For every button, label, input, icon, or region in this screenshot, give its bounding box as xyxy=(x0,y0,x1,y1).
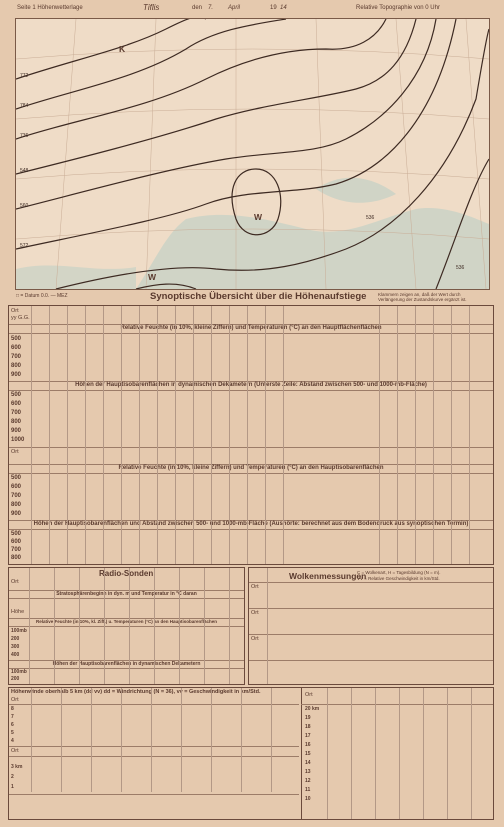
hw-ort-right: Ort xyxy=(305,692,313,698)
hw-10: 10 xyxy=(305,796,311,802)
level-800: 800 xyxy=(11,363,22,369)
level-600b: 600 xyxy=(11,401,22,407)
map-label-k: K xyxy=(119,44,126,54)
wolken-ort-3: Ort xyxy=(251,636,259,642)
level-500d: 500 xyxy=(11,531,22,537)
radio-200-h: 200 xyxy=(11,676,20,682)
level-500c: 500 xyxy=(11,475,22,481)
time-label: yy G.G. xyxy=(11,315,30,321)
radio-feuchte: Relative Feuchte (in 10%, kl. Ziff.) u. Temperaturen (°C) an den Hauptisobarenflächen xyxy=(36,619,217,624)
level-600c: 600 xyxy=(11,484,22,490)
level-1000b: 1000 xyxy=(11,437,25,443)
header-month: April xyxy=(228,5,241,11)
hw-19: 19 xyxy=(305,715,311,721)
level-800c: 800 xyxy=(11,502,22,508)
header-year-hw: 14 xyxy=(280,5,287,11)
radio-hoehen: Höhen der Hauptisobarenflächen in dynamischen Dekametern xyxy=(52,661,201,667)
map-label-w: W xyxy=(254,212,263,222)
header-day: 7. xyxy=(208,5,214,11)
level-600d: 600 xyxy=(11,539,22,545)
hw-l-2: 2 xyxy=(11,774,14,780)
hw-15: 15 xyxy=(305,751,311,757)
hw-l-8: 8 xyxy=(11,706,14,712)
hoehenwinde-table xyxy=(8,687,494,820)
level-600: 600 xyxy=(11,345,22,351)
radio-100mb: 100mb xyxy=(11,628,27,634)
level-700b: 700 xyxy=(11,410,22,416)
level-500: 500 xyxy=(11,336,22,342)
hw-16: 16 xyxy=(305,742,311,748)
synoptic-table xyxy=(8,305,494,565)
wolken-ort-2: Ort xyxy=(251,610,259,616)
wolken-legend2: VV = Relative Geschwindigkeit in km/Std. xyxy=(357,576,440,581)
level-900b: 900 xyxy=(11,428,22,434)
radio-ort: Ort xyxy=(11,579,19,585)
section-1-title: Relative Feuchte (in 10%, kleine Ziffern) und Temperaturen (°C) an den Hauptflächenflächen xyxy=(120,325,382,331)
synoptic-title: Synoptische Übersicht über die Höhenaufstiege xyxy=(150,291,367,302)
hw-20km: 20 km xyxy=(305,706,320,712)
radio-sonden-table xyxy=(8,567,245,685)
svg-text:784: 784 xyxy=(20,103,29,109)
wolken-title: Wolkenmessungen xyxy=(289,571,367,581)
hw-l-5: 5 xyxy=(11,730,14,736)
synoptic-note: Klammern zeigen an, daß der Wert durch Verlängerung der Zustandskurve ergänzt ist. xyxy=(378,292,467,302)
header-year-label: 19 xyxy=(270,5,277,11)
wolken-ort: Ort xyxy=(251,584,259,590)
radio-title: Radio-Sonden xyxy=(99,569,154,578)
hw-l-7: 7 xyxy=(11,714,14,720)
section-3-title: Relative Feuchte (in 10%, kleine Ziffern) und Temperaturen (°C) an den Hauptisobarenflächen xyxy=(118,465,384,471)
header-den: den xyxy=(192,5,203,11)
level-800b: 800 xyxy=(11,419,22,425)
map-label-w2: W xyxy=(148,272,157,282)
svg-text:772: 772 xyxy=(20,73,29,79)
map-svg xyxy=(16,19,489,289)
radio-200: 200 xyxy=(11,636,20,642)
header-left: Seite 1 Höhenwetterlage xyxy=(17,5,83,11)
level-700: 700 xyxy=(11,354,22,360)
radio-strat: Stratosphärenbeginn in dyn. m und Temperatur in °C daran xyxy=(56,591,197,597)
svg-text:536: 536 xyxy=(456,265,465,271)
svg-text:548: 548 xyxy=(20,168,29,174)
radio-100mb-h: 100mb xyxy=(11,669,27,675)
hw-l-3km: 3 km xyxy=(11,764,23,770)
relative-topography-map xyxy=(15,18,490,290)
svg-text:572: 572 xyxy=(20,243,29,249)
section-4-title: Höhen der Hauptisobarenflächen und Abstand zwischen 500- und 1000-mb-Fläche (Aushörte: berechnet aus dem Bodendruck aus synoptischen Termin) xyxy=(33,521,469,527)
radio-400: 400 xyxy=(11,652,20,658)
wolken-legend1: C = Wolkenart, H = Tagesbildung (N = m). xyxy=(357,570,441,575)
level-700d: 700 xyxy=(11,547,22,553)
hw-11: 11 xyxy=(305,787,311,793)
section-2-title: Höhen der Hauptisobarenflächen in dynamischen Dekametern (Unterste Zeile: Abstand zwischen 500- und 1000-mb-Fläche) xyxy=(75,382,427,388)
hw-l-6: 6 xyxy=(11,722,14,728)
svg-text:560: 560 xyxy=(20,203,29,209)
level-800d: 800 xyxy=(11,555,22,561)
level-900: 900 xyxy=(11,372,22,378)
hw-12: 12 xyxy=(305,778,311,784)
ort-label-2: Ort xyxy=(11,449,19,455)
header-right: Relative Topographie von 0 Uhr xyxy=(356,5,440,11)
hoehenwinde-title: Höhenwinde oberhalb 5 km (dd vv) dd = Windrichtung (N = 36), vv = Geschwindigkeit in km/Std. xyxy=(11,689,261,695)
hw-14: 14 xyxy=(305,760,311,766)
level-700c: 700 xyxy=(11,493,22,499)
map-datum-note: □ = Datum 0.0. — MEZ xyxy=(16,293,68,299)
hw-ort-2: Ort xyxy=(11,748,19,754)
hw-13: 13 xyxy=(305,769,311,775)
ort-label: Ort xyxy=(11,308,19,314)
page-header xyxy=(0,3,504,15)
level-900c: 900 xyxy=(11,511,22,517)
hw-l-1: 1 xyxy=(11,784,14,790)
svg-text:536: 536 xyxy=(366,215,375,221)
level-500b: 500 xyxy=(11,392,22,398)
header-city: Tiflis xyxy=(143,3,160,12)
hw-l-4: 4 xyxy=(11,738,14,744)
hw-18: 18 xyxy=(305,724,311,730)
radio-hohe: Höhe xyxy=(11,609,25,615)
svg-text:736: 736 xyxy=(20,133,29,139)
hw-17: 17 xyxy=(305,733,311,739)
radio-300: 300 xyxy=(11,644,20,650)
hw-ort-1: Ort xyxy=(11,697,19,703)
wolken-table xyxy=(248,567,494,685)
